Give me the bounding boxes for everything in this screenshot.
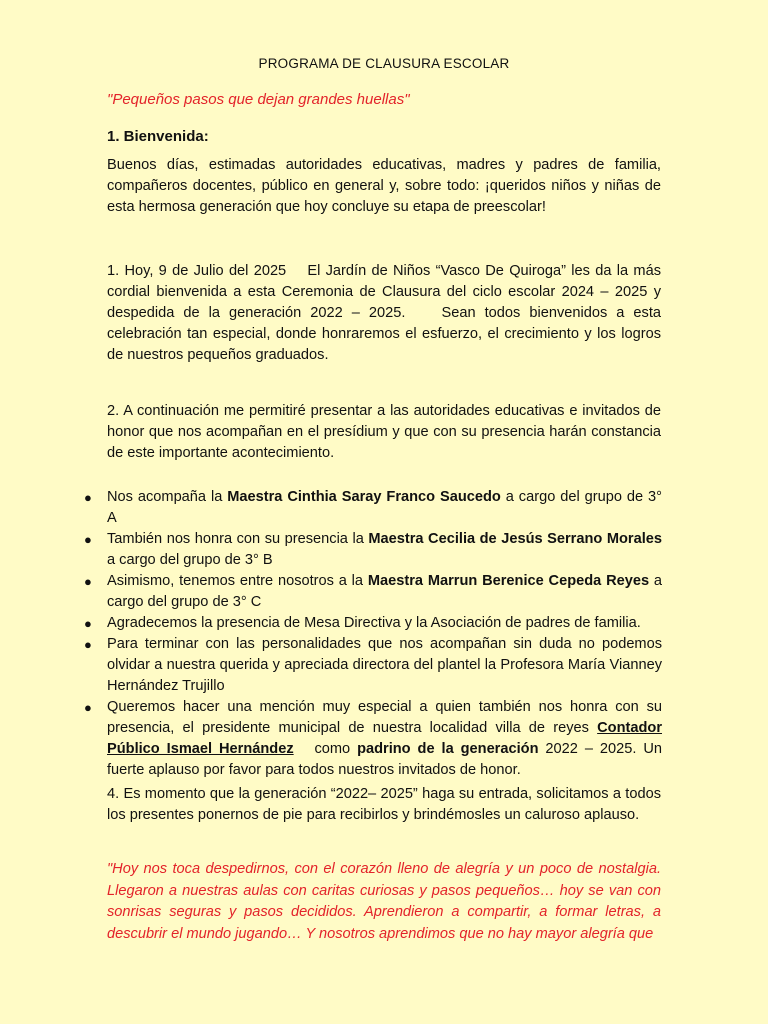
- guest-list: [82, 487, 662, 781]
- bullet-icon: ●: [84, 574, 92, 589]
- list-item: [82, 487, 662, 529]
- bullet-text-pre: Asimismo, tenemos entre nosotros a la: [107, 573, 368, 589]
- document-title: PROGRAMA DE CLAUSURA ESCOLAR: [258, 56, 510, 71]
- list-item: [82, 571, 662, 613]
- welcome-paragraph: Buenos días, estimadas autoridades educativas, madres y padres de familia, compañeros docentes, público en general y, sobre todo: ¡queridos niños y niñas de esta hermosa generación que hoy concluye su etapa de preescolar!: [107, 157, 661, 215]
- bullet-text-post: a cargo del grupo de 3° C: [107, 573, 663, 610]
- bullet-text-pre: Nos acompaña la: [107, 489, 228, 505]
- section-heading: 1. Bienvenida:: [107, 128, 209, 145]
- bullet-text-pre: También nos honra con su presencia la: [107, 531, 369, 547]
- bullet-text-post: 2022 – 2025. Un fuerte aplauso por favor para todos nuestros invitados de honor.: [107, 741, 663, 778]
- bullet-bold-name: Maestra Cinthia Saray Franco Saucedo: [227, 489, 501, 505]
- paragraph-2: 2. A continuación me permitiré presentar a las autoridades educativas e invitados de honor que nos acompañan en el presídium y que con su presencia harán constancia de este importante acontecimiento.: [107, 403, 661, 461]
- list-item: [82, 697, 662, 781]
- bullet-text-post: a cargo del grupo de 3° B: [107, 552, 273, 568]
- list-item: [82, 529, 662, 571]
- bullet-icon: ●: [84, 637, 92, 652]
- closing-quote: "Hoy nos toca despedirnos, con el corazón lleno de alegría y un poco de nostalgia. Llegaron a nuestras aulas con caritas curiosas y pasos pequeños… hoy se van con sonrisas seguras y pasos decididos. Aprendieron a compartir, a formar letras, a descubrir el mundo jugando… Y nosotros aprendimos que no hay mayor alegría que: [107, 861, 661, 943]
- bullet-bold-role: padrino de la generación: [357, 741, 539, 757]
- bullet-text: Agradecemos la presencia de Mesa Directiva y la Asociación de padres de familia.: [107, 615, 641, 631]
- bullet-text-mid: como: [293, 741, 358, 757]
- paragraph-4: 4. Es momento que la generación “2022– 2025” haga su entrada, solicitamos a todos los presentes ponernos de pie para recibirlos y brindémosles un caluroso aplauso.: [107, 786, 661, 823]
- bullet-text-post: a cargo del grupo de 3° A: [107, 489, 662, 526]
- bullet-text: Para terminar con las personalidades que nos acompañan sin duda no podemos olvidar a nuestra querida y apreciada directora del plantel la Profesora María Vianney Hernández Trujillo: [107, 636, 662, 694]
- tagline-quote: "Pequeños pasos que dejan grandes huellas": [107, 91, 410, 108]
- bullet-icon: ●: [84, 490, 92, 505]
- bullet-bold-name: Maestra Marrun Berenice Cepeda Reyes: [367, 573, 650, 589]
- bullet-bold-name: Maestra Cecilia de Jesús Serrano Morales: [368, 531, 662, 547]
- paragraph-1: 1. Hoy, 9 de Julio del 2025 El Jardín de Niños “Vasco De Quiroga” les da la más cordial bienvenida a esta Ceremonia de Clausura del ciclo escolar 2024 – 2025 y despedida de la generación 2022 – 2025. Sean todos bienvenidos a esta celebración tan especial, donde honraremos el esfuerzo, el crecimiento y los logros de nuestros pequeños graduados.: [107, 263, 666, 363]
- bullet-icon: ●: [84, 532, 92, 547]
- list-item: [82, 613, 662, 634]
- bullet-icon: ●: [84, 700, 92, 715]
- list-item: [82, 634, 662, 697]
- bullet-underlined-name: Contador Público Ismael Hernández: [107, 720, 662, 757]
- bullet-text-pre: Queremos hacer una mención muy especial a quien también nos honra con su presencia, el presidente municipal de nuestra localidad villa de reyes: [107, 699, 662, 736]
- bullet-icon: ●: [84, 616, 92, 631]
